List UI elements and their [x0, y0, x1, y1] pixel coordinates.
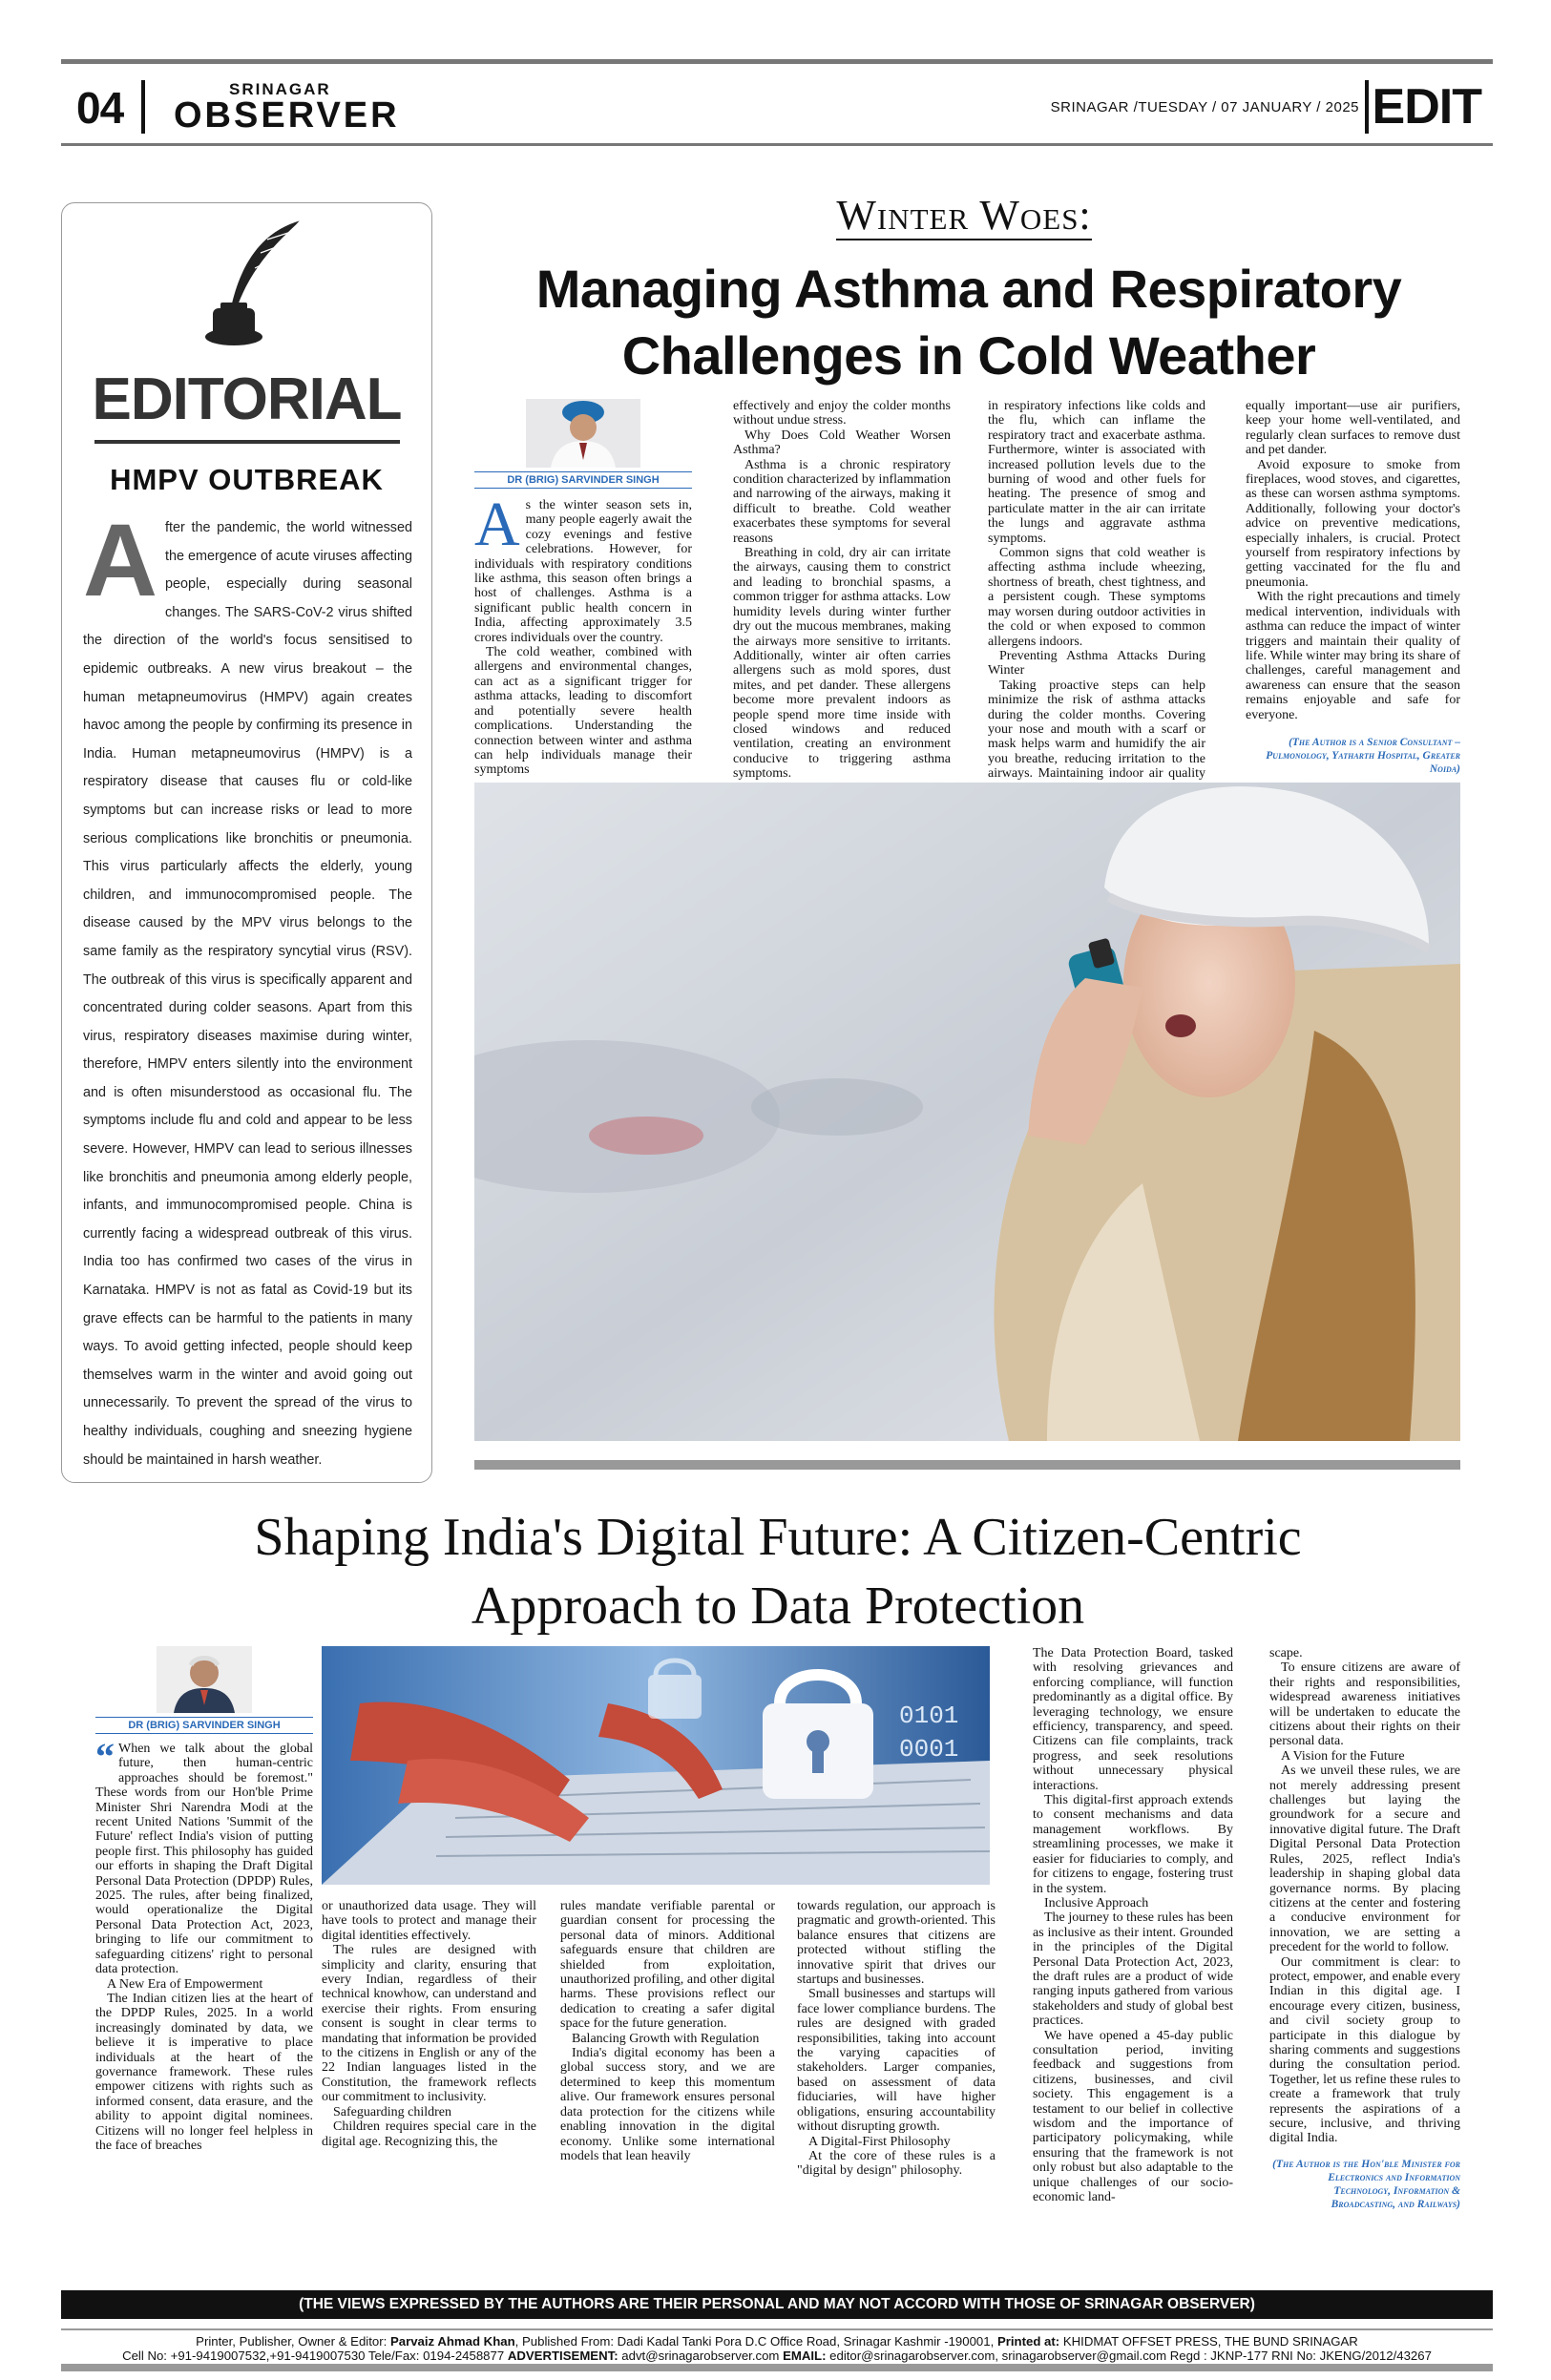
- article1-headline[interactable]: [468, 256, 1470, 389]
- divider: [1365, 80, 1369, 134]
- article1-col1: [474, 399, 692, 778]
- byline-rule: [95, 1733, 313, 1734]
- imprint-label: Printed at:: [996, 2334, 1060, 2349]
- subhead: A New Era of Empowerment: [107, 1976, 263, 1992]
- keyboard-lock-image: [322, 1646, 990, 1885]
- editorial-title: EDITORIAL: [92, 366, 402, 432]
- editor-email-link[interactable]: editor@srinagarobserver.com, srinagarobserver@gmail.com: [829, 2349, 1167, 2363]
- editorial-text: fter the pandemic, the world witnessed the emergence of acute viruses affecting people, especially during seasonal changes. The SARS-CoV-2 virus shifted the direction of the world's focus sensitised to epidemic outbreaks. A new virus breakout – the human metapneumovirus (HMPV) again creates havoc among the people by confirming its presence in India. Human metapneumovirus (HMPV) is a respiratory disease that causes flu or cold-like symptoms but can increase risks or lead to more serious complications like bronchitis or pneumonia. This virus particularly affects the elderly, young children, and immunocompromised people. The disease caused by the MPV virus belongs to the same family as the respiratory syncytial virus (RSV). The outbreak of this virus is specifically apparent and concentrated during colder seasons. Apart from this virus, respiratory diseases maximise during winter, therefore, HMPV enters silently into the environment and is often misunderstood as occasional flu. The symptoms include flu and cold and appear to be less severe. However, HMPV can lead to serious illnesses like bronchitis and pneumonia among elderly people, infants, and immunocompromised people. China is currently facing a widespread outbreak of this virus. India too has confirmed two cases of the virus in Karnataka. HMPV is not as fatal as Covid-19 but its grave effects can be harmful to the patients in many ways. To avoid getting infected, people should keep themselves warm in the winter and avoid going out unnecessarily. To prevent the spread of the virus to healthy individuals, coughing and sneezing hygiene should be maintained in harsh weather.: [83, 520, 412, 1468]
- paragraph: The cold weather, combined with allergens and environmental changes, can act as a significant trigger for asthma attacks, leading to discomfort and potentially severe health complications. Understanding the connection between winter and asthma can help individuals manage their symptoms: [474, 645, 692, 778]
- paragraph: Asthma is a chronic respiratory condition characterized by inflammation and narrowing of the airways, making it difficult to breathe. Cold weather exacerbates these symptoms for several reasons: [733, 457, 951, 546]
- advert-email-link[interactable]: advt@srinagarobserver.com: [621, 2349, 780, 2363]
- article2-col2: [322, 1899, 536, 2149]
- paragraph: s the winter season sets in, many people eagerly await the cozy evenings and festive celebrations. However, for individuals with respiratory conditions like asthma, this season often brings a host of challenges. Asthma is a significant public health concern in India, affecting approximately 3.5 crores individuals over the country.: [474, 498, 692, 645]
- imprint-line-2: [61, 2349, 1493, 2363]
- article1-kicker: [496, 191, 1432, 240]
- divider: [141, 80, 145, 134]
- paragraph: The Indian citizen lies at the heart of the DPDP Rules, 2025. In a world increasingly dominated by data, we believe it is imperative to place individuals at the heart of the governance framework. These rules empower citizens with rights such as informed consent, data erasure, and the ability to appoint digital nominees. Citizens will no longer feel helpless in the face of breaches: [95, 1991, 313, 2153]
- disclaimer-bar: (THE VIEWS EXPRESSED BY THE AUTHORS ARE THEIR PERSONAL AND MAY NOT ACCORD WITH THOSE OF SRINAGAR OBSERVER): [61, 2290, 1493, 2319]
- contact-numbers: Cell No: +91-9419007532,+91-9419007530 Tele/Fax: 0194-2458877: [122, 2349, 505, 2363]
- headline-line: Approach to Data Protection: [471, 1576, 1085, 1636]
- paragraph: Avoid exposure to smoke from fireplaces, wood stoves, and cigarettes, as these can worsen asthma symptoms. Additionally, following your doctor's advice on preventive medications, especially inhalers, is crucial. Protect yourself from respiratory infections by getting vaccinated for the flu and pneumonia.: [1246, 457, 1460, 590]
- masthead-bottom-rule: [61, 143, 1493, 146]
- headline-line: Shaping India's Digital Future: A Citizen-Centric: [254, 1508, 1302, 1567]
- paragraph: With the right precautions and timely medical intervention, individuals with asthma can reduce the impact of winter triggers and maintain their quality of life. While winter may bring its share of challenges, careful management and awareness can ensure that the season remains enjoyable and safe for everyone.: [1246, 590, 1460, 722]
- paragraph: To ensure citizens are aware of their rights and responsibilities, widespread awareness initiatives will be undertaken to educate the citizens about their rights on their personal data.: [1269, 1660, 1460, 1749]
- byline-rule: [474, 488, 692, 489]
- paragraph: The Data Protection Board, tasked with resolving grievances and enforcing compliance, will function predominantly as a digital office. By leveraging technology, we ensure efficiency, transparency, and speed. Citizens can file complaints, track progress, and seek resolutions without unnecessary physical interactions.: [1033, 1646, 1233, 1793]
- subhead: A Digital-First Philosophy: [808, 2134, 951, 2149]
- paragraph: scape.: [1269, 1646, 1303, 1660]
- bottom-rule: [61, 2364, 1493, 2371]
- logo-top: SRINAGAR: [229, 80, 331, 98]
- article2-col6: [1269, 1646, 1460, 2211]
- dateline: SRINAGAR /TUESDAY / 07 JANUARY / 2025: [1050, 99, 1359, 115]
- article2-headline[interactable]: [115, 1503, 1441, 1640]
- paragraph: Children requires special care in the digital age. Recognizing this, the: [322, 2119, 536, 2149]
- paragraph: Common signs that cold weather is affecting asthma include wheezing, shortness of breath, chest tightness, and a persistent cough. These symptoms may worsen during outdoor activities in the cold or when exposed to common allergens indoors.: [988, 546, 1205, 649]
- masthead: [61, 74, 1493, 141]
- editorial-body: [83, 502, 412, 1474]
- editor-name: Parvaiz Ahmad Khan: [389, 2334, 515, 2349]
- paragraph: in respiratory infections like colds and the flu, which can inflame the respiratory tract and exacerbate asthma. Furthermore, winter is associated with increased pollution levels due to the burning of wood and other fuels for heating. The presence of smog and particulate matter in the air can irritate the lungs and aggravate asthma symptoms.: [988, 399, 1205, 546]
- headline-line: Challenges in Cold Weather: [621, 325, 1316, 386]
- article2-photo[interactable]: [322, 1646, 990, 1885]
- section-divider-bar: [474, 1460, 1460, 1470]
- subhead: Balancing Growth with Regulation: [572, 2031, 760, 2046]
- imprint-label: Printer, Publisher, Owner & Editor:: [196, 2334, 388, 2349]
- page-number: 04: [76, 83, 124, 133]
- paragraph: The rules are designed with simplicity and clarity, ensuring that every Indian, regardless of their technical knowhow, can understand and exercise their rights. From ensuring consent is sought in clear terms to mandating that information be provided to the citizens in English or any of the 22 Indian languages listed in the Constitution, the framework reflects our commitment to inclusivity.: [322, 1943, 536, 2105]
- editorial-subtitle: HMPV OUTBREAK: [110, 463, 384, 496]
- dropcap: A: [83, 502, 157, 617]
- paragraph: Our commitment is clear: to protect, empower, and enable every Indian in this digital age. I encourage every citizen, business, and civil society group to participate in this dialogue by sharing comments and suggestions during the consultation period. Together, let us refine these rules to create a framework that truly represents the aspirations of a secure, inclusive, and thriving digital India.: [1269, 1954, 1460, 2146]
- kicker-text: Winter Woes:: [836, 192, 1092, 239]
- registration-info: Regd : JKNP-177 RNI No: JKENG/2012/43267: [1169, 2349, 1432, 2363]
- author-credit: (The Author is the Hon'ble Minister for Electronics and Information Technology, Information & Broadcasting, and Railways): [1272, 2158, 1460, 2210]
- paragraph: rules mandate verifiable parental or guardian consent for processing the personal data of minors. Additional safeguards ensure that children are shielded from exploitation, unauthorized profiling, and other digital harms. These provisions reflect our dedication to creating a safer digital space for the future generation.: [560, 1899, 775, 2032]
- imprint-label: ADVERTISEMENT:: [507, 2349, 618, 2363]
- paragraph: towards regulation, our approach is pragmatic and growth-oriented. This balance ensures that citizens are protected without stifling the innovative spirit that drives our startups and businesses.: [797, 1899, 996, 1988]
- quote-icon: “: [95, 1735, 115, 1778]
- quill-inkpot-icon: [177, 213, 320, 356]
- article1-photo[interactable]: [474, 783, 1460, 1441]
- imprint-address: , Published From: Dadi Kadal Tanki Pora D.C Office Road, Srinagar Kashmir -190001,: [514, 2334, 995, 2349]
- svg-text:0101: 0101: [899, 1701, 959, 1730]
- author-byline: DR (BRIG) SARVINDER SINGH: [128, 1720, 281, 1731]
- section-label: EDIT: [1372, 79, 1481, 135]
- author-photo: [157, 1646, 252, 1713]
- article2-col4: [797, 1899, 996, 2179]
- author-photo: [526, 399, 640, 468]
- subhead: Safeguarding children: [333, 2104, 452, 2119]
- paragraph: Taking proactive steps can help minimize the risk of asthma attacks during the colder months. Covering your nose and mouth with a scarf or mask helps warm and humidify the air you breathe, reducing irritation to the airways. Maintaining indoor air quality: [988, 678, 1205, 782]
- press-name: KHIDMAT OFFSET PRESS, THE BUND SRINAGAR: [1062, 2334, 1358, 2349]
- subhead: Preventing Asthma Attacks During Winter: [988, 648, 1205, 679]
- byline-rule: [474, 471, 692, 472]
- paragraph: or unauthorized data usage. They will have tools to protect and manage their digital identities effectively.: [322, 1899, 536, 1943]
- author-byline: DR (BRIG) SARVINDER SINGH: [507, 474, 660, 486]
- article1-col4: [1246, 399, 1460, 776]
- imprint-line-1: [61, 2334, 1493, 2349]
- woman-inhaler-image: [474, 783, 1460, 1441]
- imprint-label: EMAIL:: [783, 2349, 827, 2363]
- article2-col3: [560, 1899, 775, 2163]
- newspaper-logo[interactable]: [174, 80, 400, 136]
- title-underline: [94, 440, 400, 444]
- paragraph: The journey to these rules has been as inclusive as their intent. Grounded in the principles of the Digital Personal Data Protection Act, 2023, the draft rules are a product of wide ranging inputs gathered from various stakeholders and study of global best practices.: [1033, 1910, 1233, 2029]
- paragraph: Breathing in cold, dry air can irritate the airways, causing them to constrict and leading to bronchial spasms, a common trigger for asthma attacks. Low humidity levels during winter further dry out the mucous membranes, making the airways more sensitive to irritants. Additionally, winter air often carries allergens such as mold spores, dust mites, and pet dander. These allergens become more prevalent indoors as people spend more time inside with closed windows and reduced ventilation, creating an environment conducive to triggering asthma symptoms.: [733, 546, 951, 782]
- paragraph: As we unveil these rules, we are not merely addressing present challenges but laying the groundwork for a secure and innovative digital future. The Draft Digital Personal Data Protection Rules, 2025, reflect India's leadership in shaping global data governance norms. By placing citizens at the center and fostering a conducive environment for innovation, we are setting a precedent for the world to follow.: [1269, 1764, 1460, 1955]
- subhead: Inclusive Approach: [1044, 1895, 1149, 1910]
- paragraph: effectively and enjoy the colder months without undue stress.: [733, 399, 951, 428]
- paragraph: At the core of these rules is a "digital by design" philosophy.: [797, 2148, 996, 2179]
- headline-line: Managing Asthma and Respiratory: [535, 259, 1402, 319]
- subhead: A Vision for the Future: [1281, 1748, 1405, 1764]
- paragraph: This digital-first approach extends to consent mechanisms and data management workflows. By streamlining processes, we make it easier for fiduciaries to comply, and for citizens to engage, fostering trust in the system.: [1033, 1793, 1233, 1896]
- dropcap: A: [474, 490, 520, 559]
- paragraph: equally important—use air purifiers, keep your home well-ventilated, and regularly clean surfaces to remove dust and pet dander.: [1246, 399, 1460, 458]
- article1-col3: [988, 399, 1205, 796]
- article1-col2: [733, 399, 951, 796]
- paragraph: When we talk about the global future, then human-centric approaches should be foremost." These words from our Hon'ble Prime Minister Shri Narendra Modi at the recent United Nations 'Summit of the Future' reflect India's vision of putting people first. This philosophy has guided our efforts in shaping the Draft Digital Personal Data Protection (DPDP) Rules, 2025. The rules, after being finalized, would operationalize the Digital Personal Data Protection Act, 2023, bringing to life our commitment to safeguarding citizens' right to personal data protection.: [95, 1742, 313, 1977]
- author-credit: (The Author is a Senior Consultant – Pulmonology, Yatharth Hospital, Greater Noida): [1266, 736, 1460, 775]
- logo-main: OBSERVER: [174, 95, 400, 136]
- paragraph: India's digital economy has been a global success story, and we are determined to keep this momentum alive. Our framework ensures personal data protection for the citizens while enabling innovation in the digital economy. Unlike some international models that lean heavily: [560, 2046, 775, 2163]
- article2-col1: [95, 1646, 313, 2153]
- paragraph: We have opened a 45-day public consultation period, inviting feedback and suggestions from citizens, businesses, and civil society. This engagement is a testament to our belief in collective wisdom and the importance of participatory policymaking, while ensuring that the framework is not only robust but also adaptable to the unique challenges of our socio-economic land-: [1033, 2028, 1233, 2205]
- byline-rule: [95, 1717, 313, 1718]
- footer-rule: [61, 2328, 1493, 2330]
- editorial-box: [61, 202, 432, 1483]
- svg-text:0001: 0001: [899, 1735, 959, 1764]
- paragraph: Small businesses and startups will face lower compliance burdens. The rules are designed with graded responsibilities, taking into account the varying capacities of stakeholders. Larger companies, based on assessment of data fiduciaries, will have higher obligations, ensuring accountability without disrupting growth.: [797, 1987, 996, 2135]
- article2-col5: [1033, 1646, 1233, 2204]
- top-rule: [61, 59, 1493, 64]
- subhead: Why Does Cold Weather Worsen Asthma?: [733, 428, 951, 458]
